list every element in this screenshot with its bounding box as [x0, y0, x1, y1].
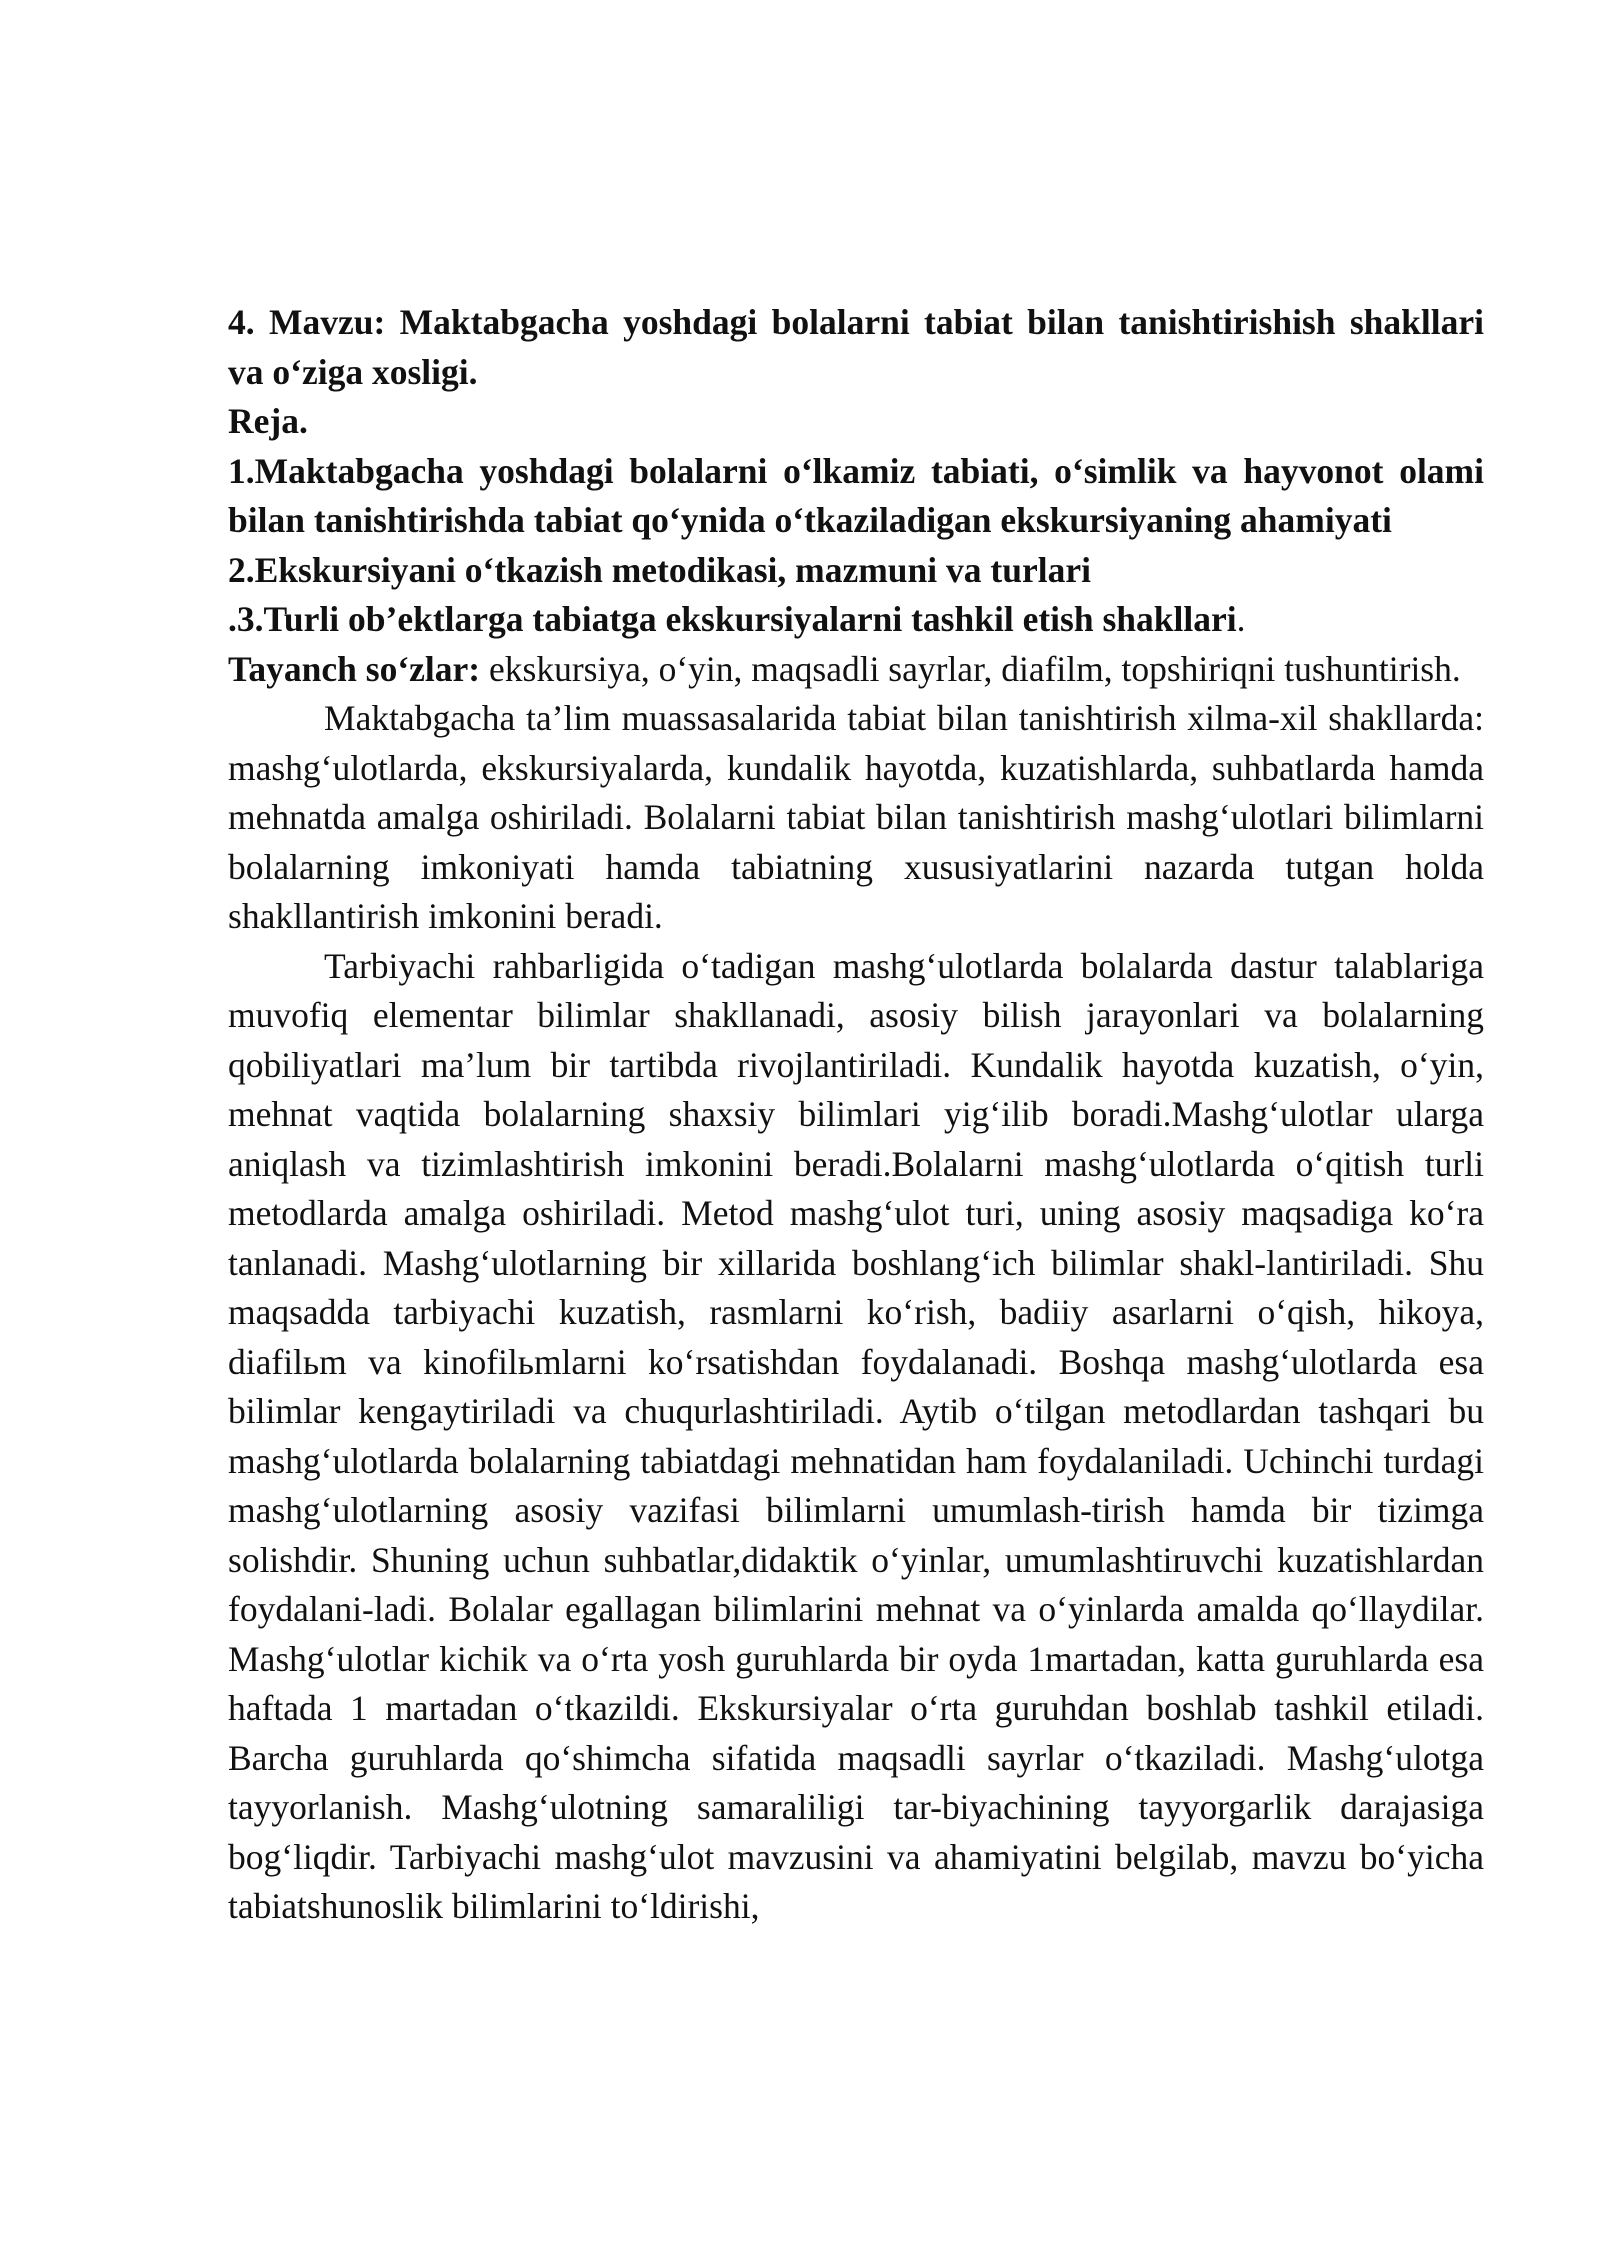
keywords-line: [228, 645, 1484, 695]
keywords-text: ekskursiya, o‘yin, maqsadli sayrlar, diafilm, topshiriqni tushuntirish.: [480, 648, 1461, 689]
body-paragraph-1: Maktabgacha ta’lim muassasalarida tabiat bilan tanishtirish xilma-xil shakllarda: mashg‘ulotlarda, ekskursiyalarda, kundalik hayotda, kuzatishlarda, suhbatlarda hamda mehnatda amalga oshiriladi. Bolalarni tabiat bilan tanishtirish mashg‘ulotlari bilimlarni bolalarning imkoniyati hamda tabiatning xususiyatlarini nazarda tutgan holda shakllantirish imkonini beradi.: [228, 698, 1484, 936]
keywords-label: Tayanch so‘zlar:: [228, 648, 481, 689]
topic-title: 4. Mavzu: Maktabgacha yoshdagi bolalarni tabiat bilan tanishtirishish shakllari va o‘ziga xosligi.: [228, 302, 1484, 392]
plan-heading: Reja.: [228, 401, 308, 441]
plan-item-3-text: .3.Turli ob’ektlarga tabiatga ekskursiyalarni tashkil etish shakllari: [228, 599, 1237, 639]
plan-item-2: 2.Ekskursiyani o‘tkazish metodikasi, mazmuni va turlari: [228, 549, 1091, 590]
document-page: [228, 298, 1484, 1932]
plan-item-3: [228, 595, 1484, 645]
plan-item-3-period: .: [1236, 599, 1246, 639]
plan-item-1: 1.Maktabgacha yoshdagi bolalarni o‘lkamiz tabiati, o‘simlik va hayvonot olami bilan tanishtirishda tabiat qo‘ynida o‘tkaziladigan ekskursiyaning ahamiyati: [228, 450, 1484, 540]
body-paragraph-2: Tarbiyachi rahbarligida o‘tadigan mashg‘ulotlarda bolalarda dastur talablariga muvofiq elementar bilimlar shakllanadi, asosiy bilish jarayonlari va bolalarning qobiliyatlari ma’lum bir tartibda rivojlantiriladi. Kundalik hayotda kuzatish, o‘yin, mehnat vaqtida bolalarning shaxsiy bilimlari yig‘ilib boradi.Mashg‘ulotlar ularga aniqlash va tizimlashtirish imkonini beradi.Bolalarni mashg‘ulotlarda o‘qitish turli metodlarda amalga oshiriladi. Metod mashg‘ulot turi, uning asosiy maqsadiga ko‘ra tanlanadi. Mashg‘ulotlarning bir xillarida boshlang‘ich bilimlar shakl-lantiriladi. Shu maqsadda tarbiyachi kuzatish, rasmlarni ko‘rish, badiiy asarlarni o‘qish, hikoya, diafilьm va kinofilьmlarni ko‘rsatishdan foydalanadi. Boshqa mashg‘ulotlarda esa bilimlar kengaytiriladi va chuqurlashtiriladi. Aytib o‘tilgan metodlardan tashqari bu mashg‘ulotlarda bolalarning tabiatdagi mehnatidan ham foydalaniladi. Uchinchi turdagi mashg‘ulotlarning asosiy vazifasi bilimlarni umumlash-tirish hamda bir tizimga solishdir. Shuning uchun suhbatlar,didaktik o‘yinlar, umumlashtiruvchi kuzatishlardan foydalani-ladi. Bolalar egallagan bilimlarini mehnat va o‘yinlarda amalda qo‘llaydilar. Mashg‘ulotlar kichik va o‘rta yosh guruhlarda bir oyda 1martadan, katta guruhlarda esa haftada 1 martadan o‘tkazildi. Ekskursiyalar o‘rta guruhdan boshlab tashkil etiladi. Barcha guruhlarda qo‘shimcha sifatida maqsadli sayrlar o‘tkaziladi. Mashg‘ulotga tayyorlanish. Mashg‘ulotning samaraliligi tar-biyachining tayyorgarlik darajasiga bog‘liqdir. Tarbiyachi mashg‘ulot mavzusini va ahamiyatini belgilab, mavzu bo‘yicha tabiatshunoslik bilimlarini to‘ldirishi,: [228, 945, 1484, 1926]
